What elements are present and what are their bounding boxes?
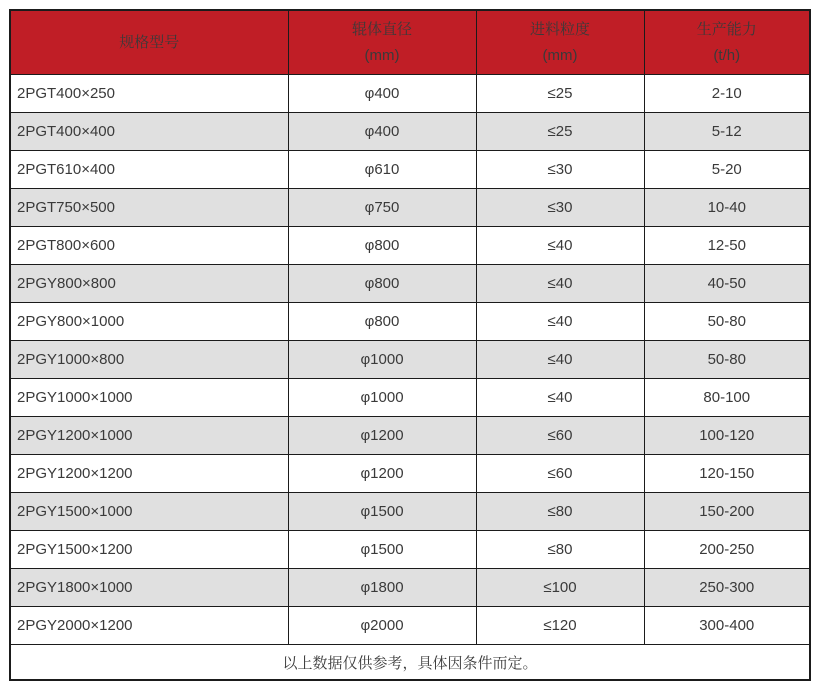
header-row <box>10 10 810 75</box>
capacity-cell: 5-20 <box>644 151 810 189</box>
col-header-feed-size-unit: (mm) <box>542 46 578 64</box>
table-row <box>10 303 810 341</box>
feed-size-cell: ≤40 <box>476 265 644 303</box>
spec-table <box>9 9 811 681</box>
capacity-cell: 200-250 <box>644 531 810 569</box>
diameter-cell: φ1200 <box>288 417 476 455</box>
feed-size-cell: ≤80 <box>476 531 644 569</box>
col-header-model <box>10 10 288 75</box>
footnote: 以上数据仅供参考，具体因条件而定。 <box>10 645 810 681</box>
capacity-cell: 120-150 <box>644 455 810 493</box>
feed-size-cell: ≤60 <box>476 455 644 493</box>
model-cell: 2PGT400×400 <box>10 113 288 151</box>
capacity-cell: 2-10 <box>644 75 810 113</box>
table-row <box>10 341 810 379</box>
col-header-roller-diameter <box>288 10 476 75</box>
model-cell: 2PGY1000×1000 <box>10 379 288 417</box>
model-cell: 2PGY1500×1000 <box>10 493 288 531</box>
diameter-cell: φ1200 <box>288 455 476 493</box>
model-cell: 2PGY1800×1000 <box>10 569 288 607</box>
feed-size-cell: ≤100 <box>476 569 644 607</box>
model-cell: 2PGT400×250 <box>10 75 288 113</box>
table-row <box>10 113 810 151</box>
diameter-cell: φ1800 <box>288 569 476 607</box>
table-row <box>10 417 810 455</box>
diameter-cell: φ400 <box>288 113 476 151</box>
col-header-capacity-unit: (t/h) <box>713 46 741 64</box>
feed-size-cell: ≤80 <box>476 493 644 531</box>
diameter-cell: φ800 <box>288 303 476 341</box>
table-row <box>10 189 810 227</box>
feed-size-cell: ≤120 <box>476 607 644 645</box>
diameter-cell: φ800 <box>288 227 476 265</box>
diameter-cell: φ750 <box>288 189 476 227</box>
table-row <box>10 493 810 531</box>
feed-size-cell: ≤30 <box>476 151 644 189</box>
capacity-cell: 10-40 <box>644 189 810 227</box>
feed-size-cell: ≤25 <box>476 113 644 151</box>
diameter-cell: φ2000 <box>288 607 476 645</box>
capacity-cell: 40-50 <box>644 265 810 303</box>
model-cell: 2PGY2000×1200 <box>10 607 288 645</box>
capacity-cell: 300-400 <box>644 607 810 645</box>
diameter-cell: φ1000 <box>288 379 476 417</box>
table-row <box>10 151 810 189</box>
model-cell: 2PGY1200×1200 <box>10 455 288 493</box>
feed-size-cell: ≤60 <box>476 417 644 455</box>
col-header-roller-diameter-unit: (mm) <box>364 46 400 64</box>
feed-size-cell: ≤25 <box>476 75 644 113</box>
table-row <box>10 569 810 607</box>
diameter-cell: φ1500 <box>288 493 476 531</box>
feed-size-cell: ≤40 <box>476 303 644 341</box>
model-cell: 2PGY1500×1200 <box>10 531 288 569</box>
capacity-cell: 80-100 <box>644 379 810 417</box>
table-row <box>10 455 810 493</box>
diameter-cell: φ1500 <box>288 531 476 569</box>
model-cell: 2PGT750×500 <box>10 189 288 227</box>
diameter-cell: φ400 <box>288 75 476 113</box>
footnote-row <box>10 645 810 681</box>
col-header-capacity-label: 生产能力 <box>696 20 757 38</box>
diameter-cell: φ610 <box>288 151 476 189</box>
diameter-cell: φ1000 <box>288 341 476 379</box>
table-row <box>10 379 810 417</box>
col-header-roller-diameter-label: 辊体直径 <box>351 20 412 38</box>
diameter-cell: φ800 <box>288 265 476 303</box>
capacity-cell: 250-300 <box>644 569 810 607</box>
capacity-cell: 150-200 <box>644 493 810 531</box>
table-row <box>10 227 810 265</box>
col-header-feed-size-label: 进料粒度 <box>529 20 590 38</box>
model-cell: 2PGT800×600 <box>10 227 288 265</box>
col-header-feed-size <box>476 10 644 75</box>
table-row <box>10 75 810 113</box>
col-header-model-label: 规格型号 <box>119 33 180 51</box>
col-header-capacity <box>644 10 810 75</box>
feed-size-cell: ≤40 <box>476 341 644 379</box>
capacity-cell: 100-120 <box>644 417 810 455</box>
model-cell: 2PGY1000×800 <box>10 341 288 379</box>
feed-size-cell: ≤30 <box>476 189 644 227</box>
model-cell: 2PGY1200×1000 <box>10 417 288 455</box>
model-cell: 2PGY800×800 <box>10 265 288 303</box>
table-row <box>10 607 810 645</box>
feed-size-cell: ≤40 <box>476 379 644 417</box>
table-body <box>10 75 810 645</box>
model-cell: 2PGT610×400 <box>10 151 288 189</box>
feed-size-cell: ≤40 <box>476 227 644 265</box>
capacity-cell: 50-80 <box>644 341 810 379</box>
capacity-cell: 12-50 <box>644 227 810 265</box>
capacity-cell: 50-80 <box>644 303 810 341</box>
table-row <box>10 265 810 303</box>
capacity-cell: 5-12 <box>644 113 810 151</box>
table-row <box>10 531 810 569</box>
model-cell: 2PGY800×1000 <box>10 303 288 341</box>
